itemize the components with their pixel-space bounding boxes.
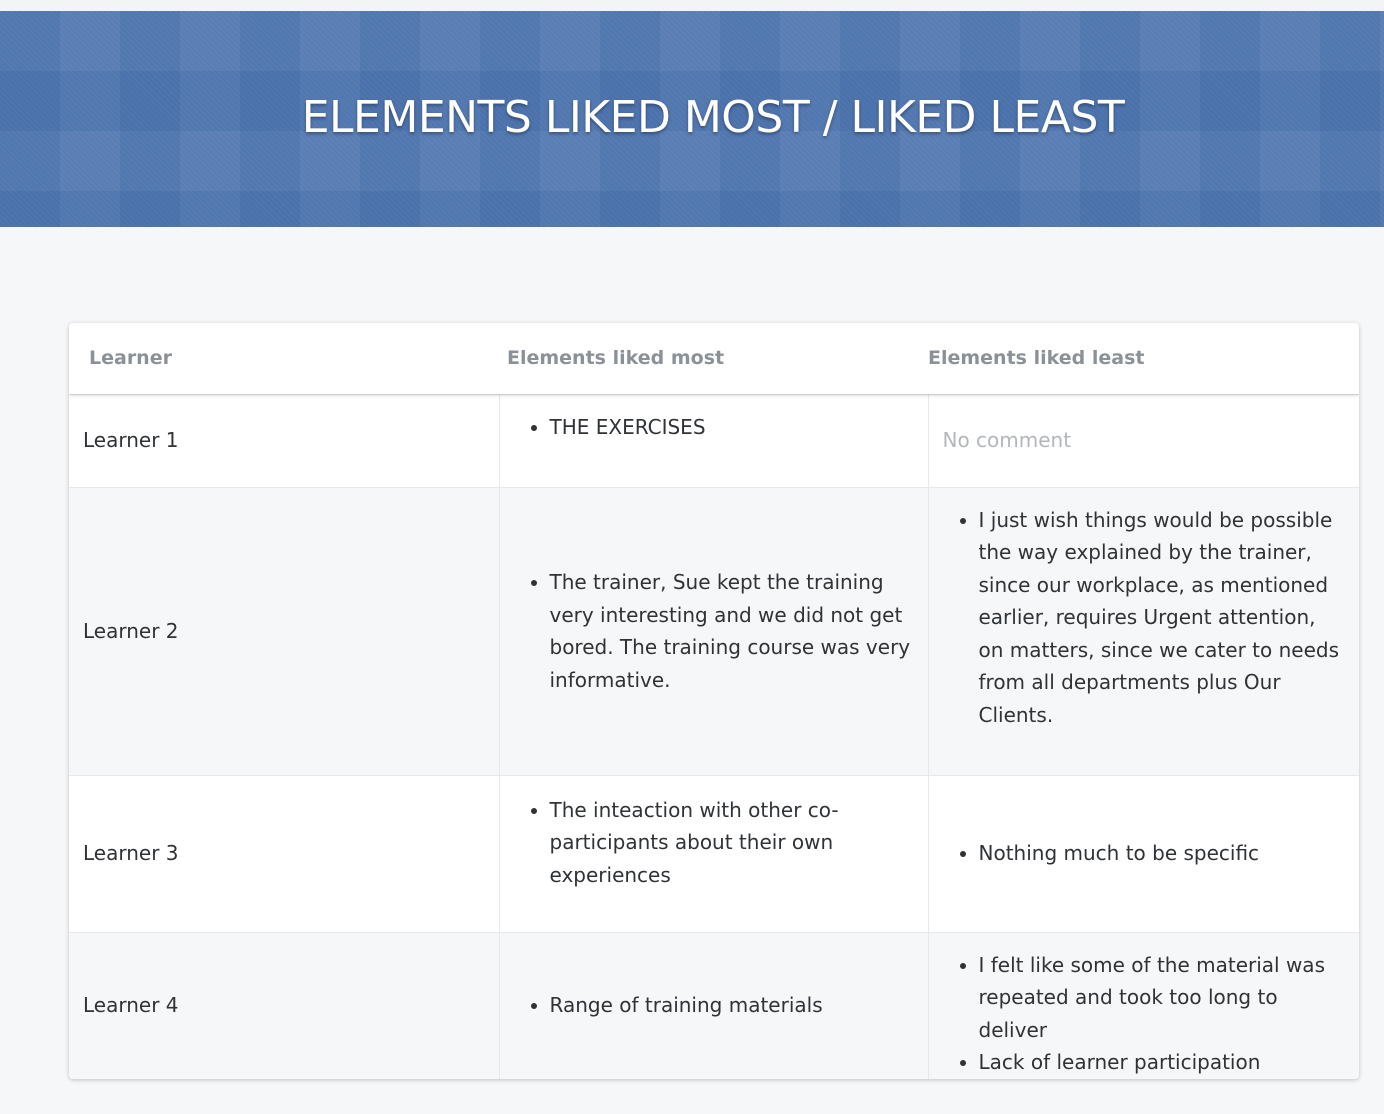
table-row	[69, 775, 1359, 932]
column-header-learner[interactable]: Learner	[69, 323, 499, 394]
liked-least-cell	[928, 932, 1359, 1079]
list-item: • I felt like some of the material was repeated and took too long to deliver	[979, 949, 1346, 1047]
table-row	[69, 394, 1359, 487]
liked-least-cell	[928, 775, 1359, 932]
liked-least-list	[943, 949, 1346, 1079]
liked-most-list	[514, 411, 914, 444]
liked-least-list	[943, 504, 1346, 732]
liked-most-list	[514, 989, 914, 1022]
liked-most-list	[514, 794, 914, 892]
liked-most-list	[514, 566, 914, 696]
table-row	[69, 932, 1359, 1079]
list-item: • Lack of learner participation	[979, 1046, 1346, 1079]
learner-name: Learner 3	[69, 775, 499, 932]
list-item: • The trainer, Sue kept the training very interesting and we did not get bored. The training course was very informative.	[550, 566, 914, 696]
no-comment-text: No comment	[942, 428, 1072, 453]
learner-name: Learner 1	[69, 394, 499, 487]
liked-least-list	[943, 837, 1346, 870]
table-row	[69, 487, 1359, 775]
table-header-row	[69, 323, 1359, 394]
column-header-liked-least[interactable]: Elements liked least	[928, 323, 1359, 394]
learner-name: Learner 4	[69, 932, 499, 1079]
column-header-liked-most[interactable]: Elements liked most	[499, 323, 928, 394]
page-title: ELEMENTS LIKED MOST / LIKED LEAST	[301, 91, 1125, 143]
list-item: • THE EXERCISES	[550, 411, 914, 444]
learner-name: Learner 2	[69, 487, 499, 775]
liked-most-cell	[499, 394, 928, 487]
list-item: • Nothing much to be specific	[979, 837, 1346, 870]
list-item: • The inteaction with other co-participants about their own experiences	[550, 794, 914, 892]
feedback-table	[69, 323, 1359, 1079]
liked-most-cell	[499, 775, 928, 932]
page-banner	[0, 11, 1384, 227]
liked-least-cell	[928, 487, 1359, 775]
list-item: • I just wish things would be possible the way explained by the trainer, since our workplace, as mentioned earlier, requires Urgent attention, on matters, since we cater to needs from all departments plus Our Clients.	[979, 504, 1346, 732]
liked-least-cell	[928, 394, 1359, 487]
feedback-table-card	[69, 323, 1359, 1079]
list-item: • Range of training materials	[550, 989, 914, 1022]
liked-most-cell	[499, 487, 928, 775]
liked-most-cell	[499, 932, 928, 1079]
